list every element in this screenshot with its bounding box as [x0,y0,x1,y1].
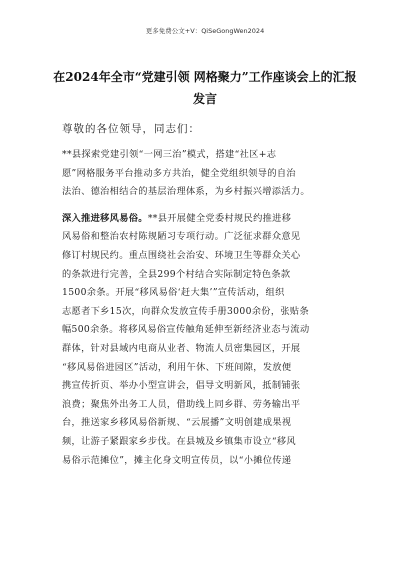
paragraph-line: 台，推送家乡移风易俗新规、“云展播”文明创建成果视 [62,417,292,429]
paragraph-line: 修订村规民约。重点围绕社会治安、环境卫生等群众关心 [62,249,301,261]
paragraph-line: 风易俗和整治农村陈规陋习专项行动。广泛征求群众意见 [62,231,301,243]
document-body [62,146,352,470]
paragraph-2 [62,210,352,470]
title-line-2: 发言 [192,92,217,106]
document-title [50,66,360,110]
heading-line-rest: **县开展健全党委村规民约推进移 [147,212,292,224]
header-note: 更多免费公文+V：QiSeGongWen2024 [145,27,265,35]
paragraph-line: 频，让游子紧跟家乡步伐。在县城及乡镇集市设立“移风 [62,435,296,447]
paragraph-line [62,210,352,229]
paragraph-line: 群体，针对县域内电商从业者、物流人员密集园区，开展 [62,342,301,354]
paragraph-line: 1500余条。开展“移风易俗‘赶大集’”宣传活动，组织 [62,287,285,299]
greeting: 尊敬的各位领导，同志们： [62,123,200,135]
paragraph-line: 志愿者下乡15次，向群众发放宣传手册3000余份，张贴条 [62,305,309,317]
paragraph-line: 愿”网格服务平台推动多方共治，健全党组织领导的自治 [62,167,296,179]
paragraph-1 [62,146,352,202]
paragraph-line: 法治、德治相结合的基层治理体系，为乡村振兴增添活力。 [62,186,310,198]
paragraph-line: 幅500余条。将移风易俗宣传触角延伸至新经济业态与流动 [62,324,310,336]
section-heading: 深入推进移风易俗。 [62,212,148,224]
paragraph-line: 携宣传折页、举办小型宣讲会，倡导文明新风，抵制铺张 [62,380,301,392]
paragraph-line: **县探索党建引领“一网三治”模式，搭建“社区+志 [62,149,277,160]
paragraph-line: 的条款进行完善，全县299个村结合实际制定特色条款 [62,268,291,280]
paragraph-line: 易俗示范摊位”，摊主化身文明宣传员，以“小摊位传递 [62,454,292,466]
paragraph-line: “移风易俗进园区”活动，利用午休、下班间隙，发放便 [62,361,292,373]
paragraph-line: 浪费；聚焦外出务工人员，借助线上同乡群、劳务输出平 [62,398,301,410]
title-line-1: 在2024年全市“党建引领 网格聚力”工作座谈会上的汇报 [53,70,357,84]
